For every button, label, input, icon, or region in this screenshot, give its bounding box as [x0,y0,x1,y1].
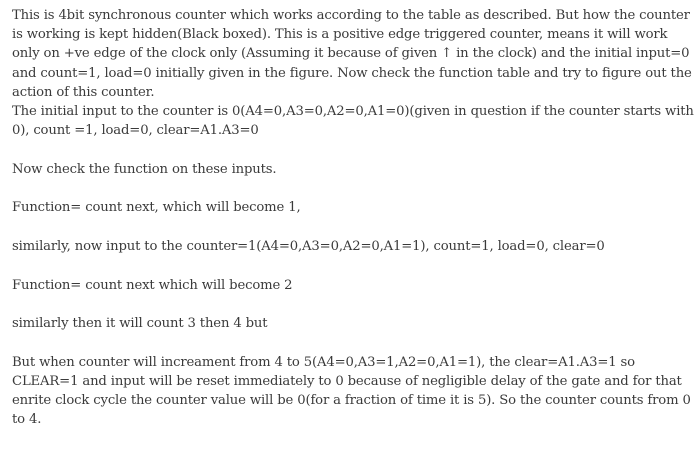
answer-text-body [12,6,696,430]
spacer [12,256,696,275]
paragraph-function-count-2: Function= count next which will become 2 [12,277,293,293]
spacer [12,179,696,198]
spacer [12,295,696,314]
paragraph-initial-input: The initial input to the counter is 0(A4=0,A3=0,A2=0,A1=0)(given in question if the counter starts with 0), count =1, load=0, clear=A1.A3=0 [12,104,694,139]
paragraph-check-function: Now check the function on these inputs. [12,161,277,177]
spacer [12,333,696,352]
spacer [12,218,696,237]
paragraph-intro: This is 4bit synchronous counter which works according to the table as described. But how the counter is working is kept hidden(Black boxed). This is a positive edge triggered counter, means it will work only on +ve edge of the clock only (Assuming it because of given ↑ in the clock) and the initial input=0 and count=1, load=0 initially given in the figure. Now check the function table and try to figure out the action of this counter. [12,8,692,100]
paragraph-function-count-1: Function= count next, which will become 1, [12,200,301,216]
paragraph-input-1: similarly, now input to the counter=1(A4=0,A3=0,A2=0,A1=1), count=1, load=0, clear=0 [12,239,605,254]
paragraph-count-3-4: similarly then it will count 3 then 4 but [12,316,268,332]
spacer [12,140,696,159]
paragraph-conclusion: But when counter will increament from 4 to 5(A4=0,A3=1,A2=0,A1=1), the clear=A1.A3=1 so CLEAR=1 and input will be reset immediately to 0 because of negligible delay of the gate and for that enrite clock cycle the counter value will be 0(for a fraction of time it is 5). So the counter counts from 0 to 4. [12,354,691,428]
